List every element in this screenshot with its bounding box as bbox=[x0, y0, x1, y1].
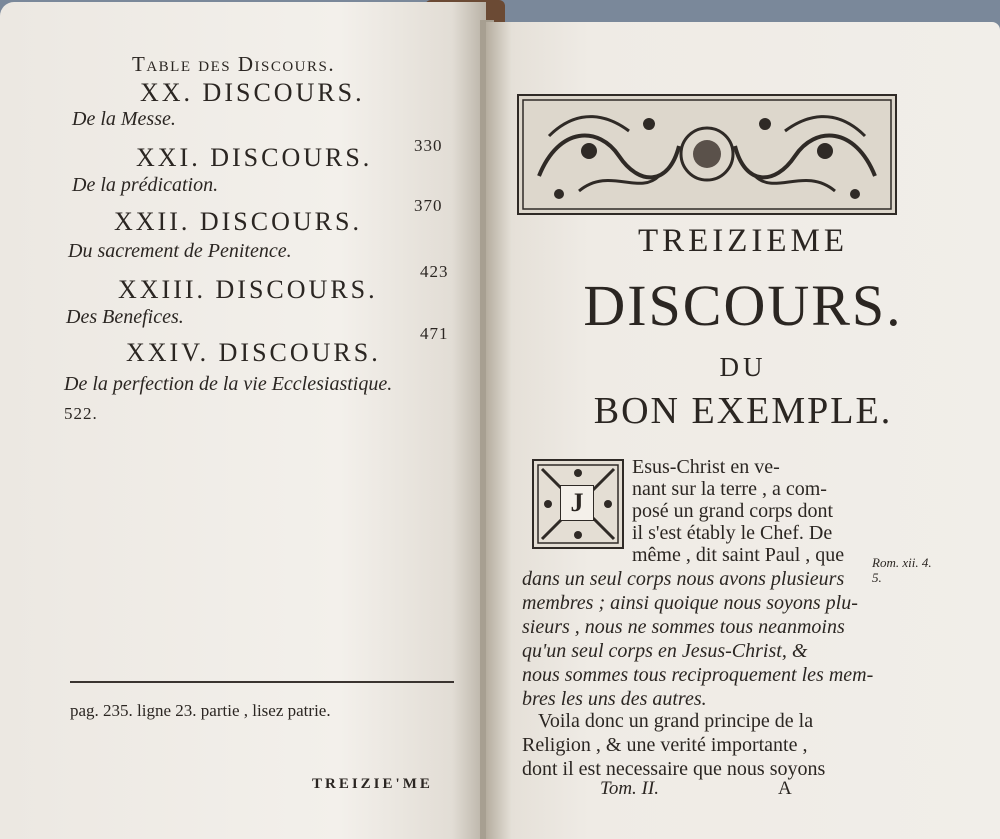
text-line: nant sur la terre , a com- bbox=[632, 478, 827, 500]
text-line: bres les uns des autres. bbox=[522, 688, 707, 710]
text-line: posé un grand corps dont bbox=[632, 500, 834, 522]
toc-entry-title: De la Messe. bbox=[72, 108, 176, 130]
text-line: qu'un seul corps en Jesus-Christ, & bbox=[522, 640, 808, 662]
toc-entry-head: XXII. DISCOURS. bbox=[114, 207, 362, 236]
title-line-3: DU bbox=[719, 352, 767, 382]
dropcap-letter: J bbox=[560, 485, 594, 521]
errata-note: pag. 235. ligne 23. partie , lisez patrie. bbox=[70, 701, 331, 720]
toc-entry-head: XXIII. DISCOURS. bbox=[118, 275, 378, 304]
text-line: dans un seul corps nous avons plusieurs bbox=[522, 568, 845, 590]
toc-entry-page: 423 bbox=[420, 262, 449, 281]
text-line: Voila donc un grand principe de la bbox=[538, 710, 814, 732]
horizontal-rule bbox=[70, 681, 454, 683]
margin-note: Rom. xii. 4. 5. bbox=[872, 555, 932, 585]
toc-entry-head: XX. DISCOURS. bbox=[140, 78, 365, 107]
title-line-4: BON EXEMPLE. bbox=[593, 390, 893, 432]
ornamental-headpiece bbox=[517, 94, 897, 215]
toc-entry-page: 370 bbox=[414, 196, 443, 215]
text-line: il s'est étably le Chef. De bbox=[632, 522, 833, 544]
toc-entry-page: 471 bbox=[420, 324, 449, 343]
toc-entry-head: XXI. DISCOURS. bbox=[136, 143, 373, 172]
text-line: nous sommes tous reciproquement les mem- bbox=[522, 664, 874, 686]
ornamental-dropcap bbox=[532, 459, 624, 549]
toc-entry-title-text: De la perfection de la vie Ecclesiastique. bbox=[64, 373, 393, 395]
toc-entry-title: Du sacrement de Penitence. bbox=[68, 240, 292, 262]
text-line: Esus-Christ en ve- bbox=[632, 456, 780, 478]
toc-entry-title bbox=[64, 370, 454, 428]
toc-entry-page: 330 bbox=[414, 136, 443, 155]
toc-entry-page: 522. bbox=[64, 404, 98, 423]
title-line-1: TREIZIEME bbox=[637, 223, 849, 259]
text-line: même , dit saint Paul , que bbox=[632, 544, 845, 566]
toc-entry-title: Des Benefices. bbox=[66, 306, 184, 328]
text-line: dont il est necessaire que nous soyons bbox=[522, 758, 826, 780]
text-line: sieurs , nous ne sommes tous neanmoins bbox=[522, 616, 845, 638]
text-line: membres ; ainsi quoique nous soyons plu- bbox=[522, 592, 858, 614]
volume-footer: Tom. II. bbox=[600, 778, 659, 799]
toc-entry-title: De la prédication. bbox=[72, 174, 219, 196]
text-line: Religion , & une verité importante , bbox=[522, 734, 808, 756]
toc-running-header: Table des Discours. bbox=[132, 52, 336, 76]
signature-mark: A bbox=[778, 778, 792, 799]
title-line-2: DISCOURS. bbox=[583, 273, 903, 338]
toc-entry-head: XXIV. DISCOURS. bbox=[126, 338, 381, 367]
catchword: TREIZIE'ME bbox=[312, 776, 433, 792]
